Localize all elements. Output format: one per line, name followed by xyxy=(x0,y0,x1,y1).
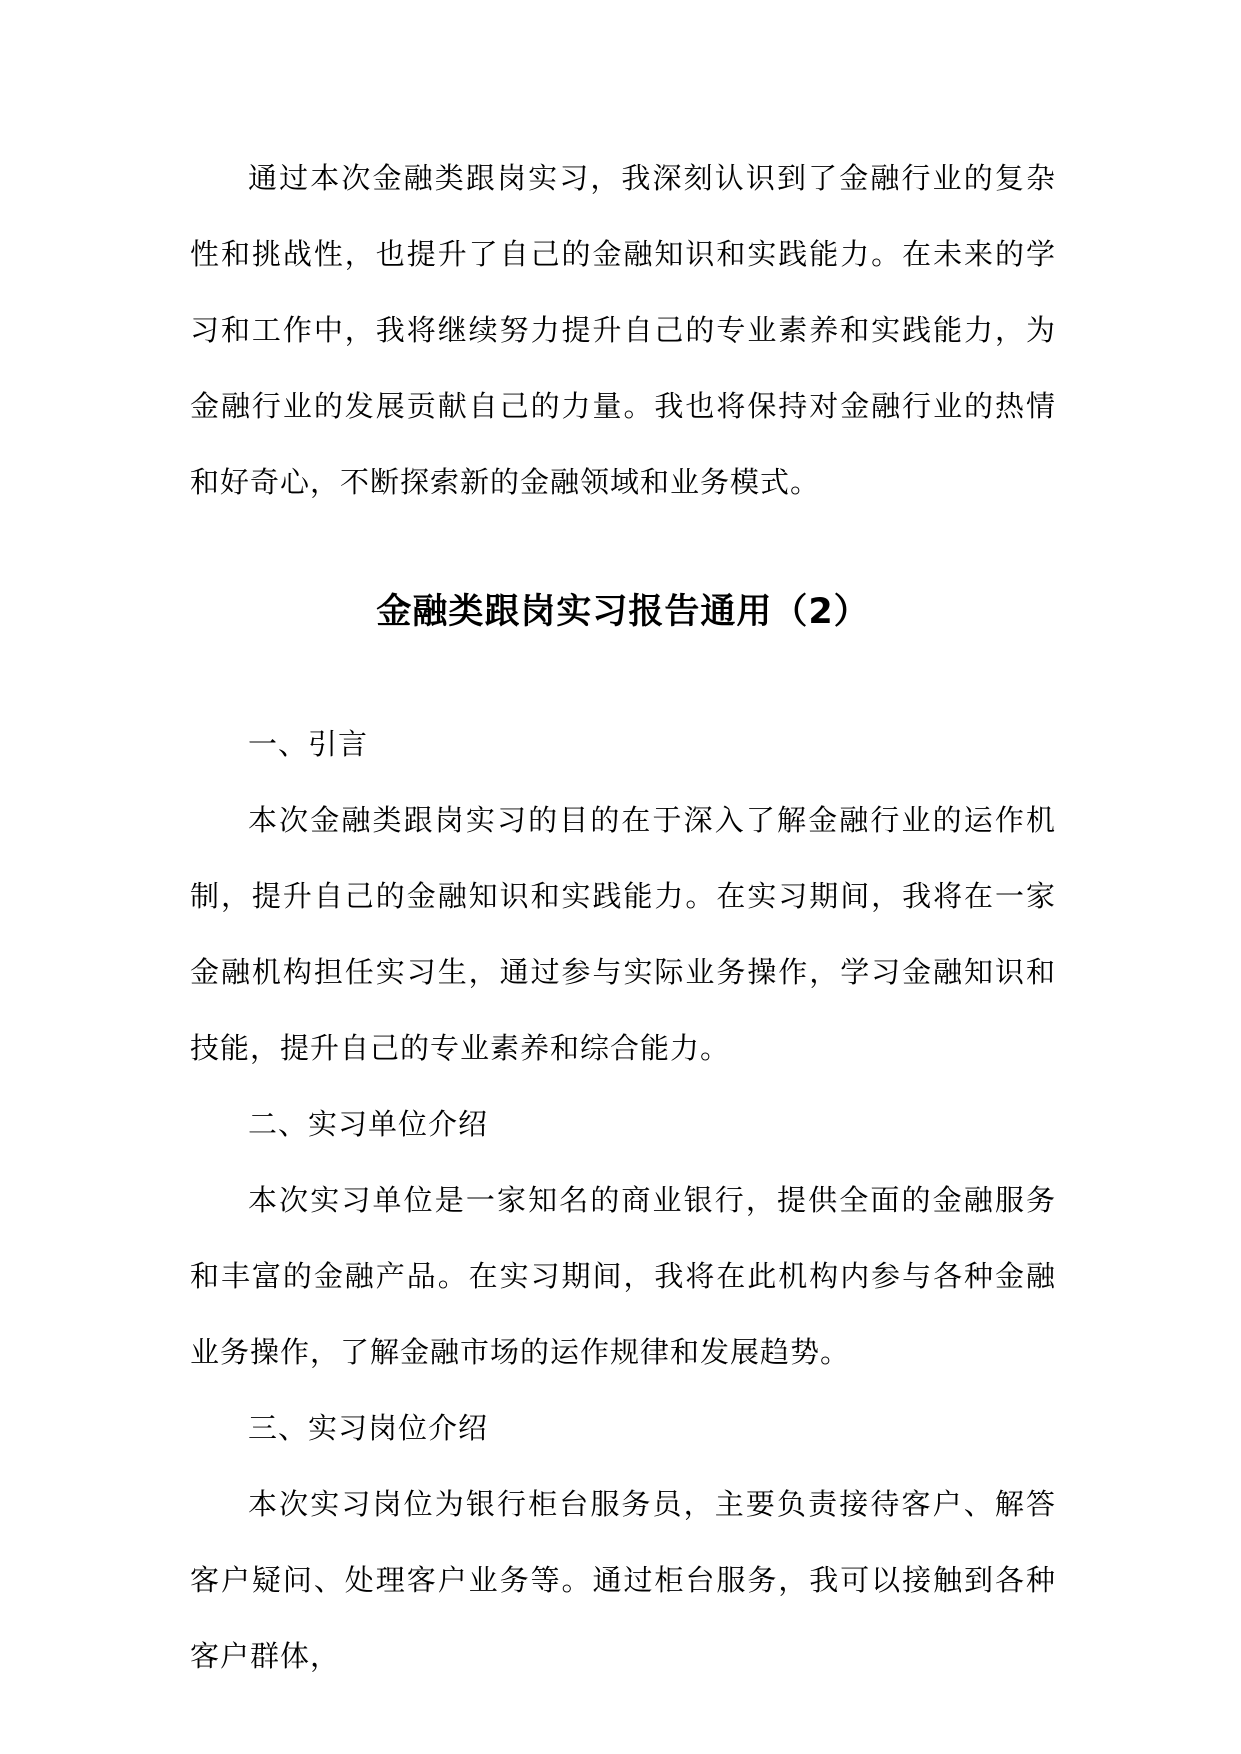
document-title: 金融类跟岗实习报告通用（2） xyxy=(376,592,870,632)
section-heading-intro: 一、引言 xyxy=(248,727,369,761)
section-heading-position: 三、实习岗位介绍 xyxy=(248,1411,489,1445)
section-heading-unit: 二、实习单位介绍 xyxy=(248,1107,489,1141)
intro-paragraph: 通过本次金融类跟岗实习，我深刻认识到了金融行业的复杂性和挑战性，也提升了自己的金融知识和实践能力。在未来的学习和工作中，我将继续努力提升自己的专业素养和实践能力，为金融行业的发展贡献自己的力量。我也将保持对金融行业的热情和好奇心，不断探索新的金融领域和业务模式。 xyxy=(190,161,1056,499)
section-body-intro: 本次金融类跟岗实习的目的在于深入了解金融行业的运作机制，提升自己的金融知识和实践能力。在实习期间，我将在一家金融机构担任实习生，通过参与实际业务操作，学习金融知识和技能，提升自己的专业素养和综合能力。 xyxy=(190,803,1056,1065)
document-content xyxy=(190,140,1056,1694)
section-body-position: 本次实习岗位为银行柜台服务员，主要负责接待客户、解答客户疑问、处理客户业务等。通过柜台服务，我可以接触到各种客户群体， xyxy=(190,1487,1056,1673)
section-body-unit: 本次实习单位是一家知名的商业银行，提供全面的金融服务和丰富的金融产品。在实习期间，我将在此机构内参与各种金融业务操作，了解金融市场的运作规律和发展趋势。 xyxy=(190,1183,1056,1369)
